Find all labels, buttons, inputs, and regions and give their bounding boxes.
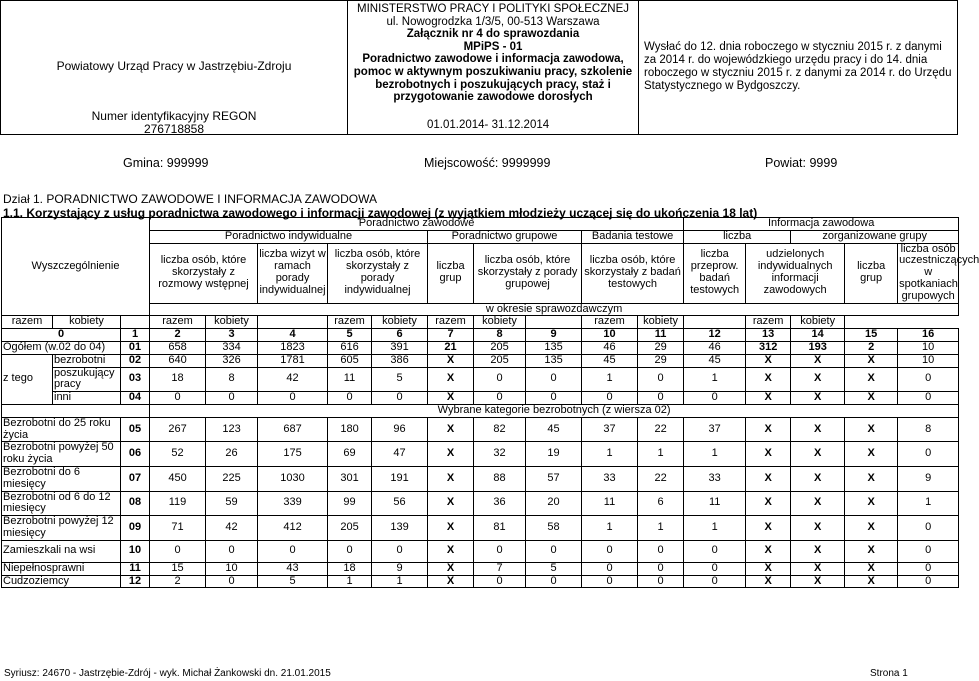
table-cell: 20 — [526, 491, 582, 516]
table-cell: 267 — [150, 417, 206, 442]
blank-cell — [684, 316, 746, 329]
table-cell: 33 — [582, 466, 638, 491]
table-cell: 1030 — [258, 466, 328, 491]
table-cell: 0 — [206, 575, 258, 588]
table-cell: 0 — [898, 367, 959, 392]
row-code: 01 — [121, 341, 150, 354]
table-cell: 0 — [898, 540, 959, 562]
table-cell: 52 — [150, 442, 206, 467]
table-cell: 391 — [372, 341, 428, 354]
column-number: 8 — [474, 329, 526, 342]
table-cell: X — [791, 354, 845, 367]
table-cell: 386 — [372, 354, 428, 367]
column-number: 9 — [526, 329, 582, 342]
table-cell: 96 — [372, 417, 428, 442]
table-cell: X — [746, 562, 791, 575]
table-cell: 1 — [328, 575, 372, 588]
table-cell: 0 — [898, 442, 959, 467]
row-label: Niepełnosprawni — [2, 562, 121, 575]
table-cell: 0 — [684, 575, 746, 588]
table-row — [2, 562, 959, 575]
section-subtitle: 1.1. Korzystający z usług poradnictwa zawodowego i informacji zawodowej (z wyjątkiem młodzieży uczącej się do ukończenia 18 lat) — [3, 206, 758, 220]
table-cell: 412 — [258, 516, 328, 541]
table-cell: 81 — [474, 516, 526, 541]
header-informacja: Informacja zawodowa — [684, 218, 959, 231]
table-cell: X — [746, 367, 791, 392]
table-cell: 71 — [150, 516, 206, 541]
table-cell: X — [791, 442, 845, 467]
table-cell: 0 — [898, 392, 959, 405]
col-header: liczba osób, które skorzystały z porady indywidualnej — [328, 243, 428, 303]
table-cell: X — [845, 442, 898, 467]
table-cell: 43 — [258, 562, 328, 575]
table-cell: 640 — [150, 354, 206, 367]
form-code: MPiPS - 01 — [463, 40, 523, 53]
table-cell: X — [791, 417, 845, 442]
table-cell: 0 — [582, 392, 638, 405]
table-cell: 1 — [638, 516, 684, 541]
table-cell: 1823 — [258, 341, 328, 354]
col-header: liczba osób, które skorzystały z badań testowych — [582, 243, 684, 303]
table-row — [2, 341, 959, 354]
report-title: Poradnictwo zawodowe i informacja zawodowa, pomoc w aktywnym poszukiwaniu pracy, szkolenie bezrobotnych i poszukujących pracy, staż i przygotowanie zawodowe dorosłych — [353, 53, 633, 104]
row-label: bezrobotni — [53, 354, 121, 367]
table-cell: 42 — [258, 367, 328, 392]
table-cell: 135 — [526, 354, 582, 367]
table-cell: 0 — [372, 540, 428, 562]
column-number: 3 — [206, 329, 258, 342]
table-cell: 18 — [328, 562, 372, 575]
table-cell: 0 — [474, 367, 526, 392]
table-cell: X — [791, 540, 845, 562]
table-cell: 10 — [206, 562, 258, 575]
table-cell: 0 — [150, 540, 206, 562]
table-cell: 88 — [474, 466, 526, 491]
report-period: 01.01.2014- 31.12.2014 — [427, 119, 550, 131]
header-liczba: liczba — [684, 230, 791, 243]
table-cell: 0 — [328, 392, 372, 405]
table-cell: 36 — [474, 491, 526, 516]
table-cell: X — [746, 417, 791, 442]
row-code: 10 — [121, 540, 150, 562]
table-cell: 119 — [150, 491, 206, 516]
regon-label: Numer identyfikacyjny REGON — [91, 109, 257, 123]
kobiety-label: kobiety — [372, 316, 428, 329]
category-header-row — [2, 404, 959, 417]
table-cell: 191 — [372, 466, 428, 491]
table-cell: 56 — [372, 491, 428, 516]
table-row — [2, 367, 959, 392]
table-cell: 0 — [684, 540, 746, 562]
col-header: liczba osób, które skorzystały z rozmowy wstępnej — [150, 243, 258, 303]
table-cell: 29 — [638, 341, 684, 354]
miejscowosc-label: Miejscowość: 9999999 — [424, 156, 551, 170]
table-data-body — [2, 329, 959, 588]
table-cell: X — [428, 367, 474, 392]
table-cell: 45 — [582, 354, 638, 367]
table-cell: 0 — [638, 392, 684, 405]
table-cell: X — [428, 442, 474, 467]
col-header: liczba wizyt w ramach porady indywidualnej — [258, 243, 328, 303]
table-cell: 46 — [582, 341, 638, 354]
table-cell: 0 — [582, 540, 638, 562]
table-cell: X — [845, 367, 898, 392]
column-number: 14 — [791, 329, 845, 342]
kobiety-label: kobiety — [53, 316, 121, 329]
table-cell: X — [428, 540, 474, 562]
table-cell: 0 — [258, 392, 328, 405]
table-row — [2, 354, 959, 367]
table-cell: 0 — [898, 562, 959, 575]
table-cell: 135 — [526, 341, 582, 354]
table-cell: 46 — [684, 341, 746, 354]
table-cell: 0 — [372, 392, 428, 405]
header-wyszczegolnienie: Wyszczególnienie — [2, 218, 150, 316]
row-label: Cudzoziemcy — [2, 575, 121, 588]
table-cell: X — [845, 575, 898, 588]
table-cell: 0 — [582, 575, 638, 588]
table-cell: 0 — [526, 367, 582, 392]
table-cell: 605 — [328, 354, 372, 367]
table-cell: 1 — [898, 491, 959, 516]
table-cell: X — [428, 575, 474, 588]
table-cell: 11 — [582, 491, 638, 516]
blank-cell — [2, 404, 150, 417]
table-row — [2, 417, 959, 442]
table-cell: 8 — [206, 367, 258, 392]
row-label: Bezrobotni powyżej 50 roku życia — [2, 442, 121, 467]
table-cell: 59 — [206, 491, 258, 516]
table-cell: X — [746, 491, 791, 516]
row-label: Ogółem (w.02 do 04) — [2, 341, 121, 354]
column-number: 7 — [428, 329, 474, 342]
row-code: 08 — [121, 491, 150, 516]
table-cell: 193 — [791, 341, 845, 354]
row-code: 03 — [121, 367, 150, 392]
table-cell: 26 — [206, 442, 258, 467]
table-cell: 19 — [526, 442, 582, 467]
column-number: 6 — [372, 329, 428, 342]
blank-cell — [258, 316, 328, 329]
table-cell: 0 — [206, 392, 258, 405]
ministry-name: MINISTERSTWO PRACY I POLITYKI SPOŁECZNEJ — [356, 3, 629, 15]
razem-label: razem — [746, 316, 791, 329]
table-cell: 334 — [206, 341, 258, 354]
section-title: Dział 1. PORADNICTWO ZAWODOWE I INFORMACJA ZAWODOWA — [3, 192, 377, 206]
col-header: liczba osób uczestniczących w spotkaniach grupowych — [899, 242, 979, 302]
col-header: liczba grup — [428, 243, 474, 303]
table-cell: X — [791, 392, 845, 405]
table-cell: 45 — [526, 417, 582, 442]
attachment-label: Załącznik nr 4 do sprawozdania — [406, 28, 580, 41]
category-header: Wybrane kategorie bezrobotnych (z wiersza 02) — [150, 404, 959, 417]
row-label: Bezrobotni powyżej 12 miesięcy — [2, 516, 121, 541]
table-cell: 0 — [638, 367, 684, 392]
table-cell: 658 — [150, 341, 206, 354]
razem-label: razem — [150, 316, 206, 329]
row-label: inni — [53, 392, 121, 405]
table-cell: X — [845, 562, 898, 575]
table-cell: X — [428, 392, 474, 405]
ministry-address: ul. Nowogrodzka 1/3/5, 00-513 Warszawa — [386, 15, 600, 28]
table-cell: 1781 — [258, 354, 328, 367]
col-header: udzielonych indywidualnych informacji zawodowych — [746, 243, 845, 303]
table-cell: 0 — [898, 575, 959, 588]
table-cell: X — [791, 516, 845, 541]
table-cell: 1 — [684, 442, 746, 467]
table-cell: 0 — [526, 540, 582, 562]
header-indywidualne: Poradnictwo indywidualne — [150, 230, 428, 243]
table-cell: X — [746, 442, 791, 467]
header-poradnictwo: Poradnictwo zawodowe — [150, 218, 684, 231]
col-header: liczba przeprow. badań testowych — [684, 243, 746, 303]
table-cell: 42 — [206, 516, 258, 541]
razem-label: razem — [582, 316, 638, 329]
column-number: 16 — [898, 329, 959, 342]
table-cell: 205 — [328, 516, 372, 541]
column-number: 0 — [2, 329, 121, 342]
table-cell: 0 — [898, 516, 959, 541]
table-cell: 0 — [582, 562, 638, 575]
table-cell: 205 — [474, 341, 526, 354]
razem-label: razem — [328, 316, 372, 329]
table-cell: 6 — [638, 491, 684, 516]
row-code: 12 — [121, 575, 150, 588]
row-code: 07 — [121, 466, 150, 491]
table-cell: 9 — [898, 466, 959, 491]
table-cell: 9 — [372, 562, 428, 575]
table-cell: 687 — [258, 417, 328, 442]
table-cell: 15 — [150, 562, 206, 575]
table-cell: 0 — [258, 540, 328, 562]
table-cell: 0 — [150, 392, 206, 405]
table-cell: X — [845, 516, 898, 541]
row-label: Bezrobotni do 6 miesięcy — [2, 466, 121, 491]
table-cell: 0 — [474, 575, 526, 588]
table-cell: X — [428, 466, 474, 491]
table-cell: X — [791, 575, 845, 588]
table-cell: X — [746, 575, 791, 588]
footer-info: Syriusz: 24670 - Jastrzębie-Zdrój - wyk. Michał Żankowski dn. 21.01.2015 — [4, 668, 331, 679]
send-instructions: Wysłać do 12. dnia roboczego w styczniu 2015 r. z danymi za 2014 r. do wojewódzkiego urzędu pracy i do 14. dnia roboczego w styczniu 2015 r. z danymi za 2014 r. do Urzędu Statystycznego w Bydgoszczy. — [644, 41, 952, 92]
table-row — [2, 491, 959, 516]
table-cell: X — [791, 367, 845, 392]
table-cell: 139 — [372, 516, 428, 541]
table-cell: X — [845, 491, 898, 516]
table-cell: 99 — [328, 491, 372, 516]
table-cell: 450 — [150, 466, 206, 491]
table-cell: X — [845, 466, 898, 491]
table-cell: X — [845, 392, 898, 405]
table-cell: 5 — [258, 575, 328, 588]
table-cell: 58 — [526, 516, 582, 541]
powiat-label: Powiat: 9999 — [765, 156, 838, 170]
table-cell: 312 — [746, 341, 791, 354]
col-header: liczba grup — [845, 243, 898, 303]
row-code: 06 — [121, 442, 150, 467]
table-cell: 69 — [328, 442, 372, 467]
table-cell: 616 — [328, 341, 372, 354]
table-cell: X — [746, 466, 791, 491]
table-cell: 0 — [328, 540, 372, 562]
table-cell: 5 — [526, 562, 582, 575]
table-cell: X — [746, 540, 791, 562]
table-cell: 0 — [638, 540, 684, 562]
table-cell: 180 — [328, 417, 372, 442]
header-zorganizowane: zorganizowane grupy — [791, 230, 959, 243]
table-cell: 1 — [684, 367, 746, 392]
row-code: 09 — [121, 516, 150, 541]
table-cell: X — [845, 540, 898, 562]
table-cell: 37 — [684, 417, 746, 442]
row-code: 05 — [121, 417, 150, 442]
table-cell: X — [428, 516, 474, 541]
table-cell: 0 — [474, 540, 526, 562]
column-number: 11 — [638, 329, 684, 342]
table-cell: 175 — [258, 442, 328, 467]
table-cell: X — [791, 491, 845, 516]
table-cell: 0 — [638, 562, 684, 575]
table-row — [2, 442, 959, 467]
table-cell: 225 — [206, 466, 258, 491]
table-cell: 2 — [150, 575, 206, 588]
table-row — [2, 392, 959, 405]
column-number: 1 — [121, 329, 150, 342]
table-cell: 0 — [526, 392, 582, 405]
table-cell: 1 — [582, 516, 638, 541]
column-number: 5 — [328, 329, 372, 342]
table-cell: 10 — [898, 341, 959, 354]
table-cell: X — [791, 562, 845, 575]
row-label: Bezrobotni od 6 do 12 miesięcy — [2, 491, 121, 516]
column-number: 12 — [684, 329, 746, 342]
table-row — [2, 466, 959, 491]
table-cell: X — [428, 417, 474, 442]
table-cell: X — [746, 392, 791, 405]
table-cell: X — [428, 491, 474, 516]
table-row — [2, 575, 959, 588]
table-cell: X — [746, 516, 791, 541]
table-cell: 339 — [258, 491, 328, 516]
table-cell: 0 — [684, 562, 746, 575]
table-cell: 0 — [638, 575, 684, 588]
table-row — [2, 540, 959, 562]
table-cell: 301 — [328, 466, 372, 491]
column-number: 15 — [845, 329, 898, 342]
table-cell: 1 — [582, 442, 638, 467]
table-cell: 0 — [206, 540, 258, 562]
razem-label: razem — [428, 316, 474, 329]
z-tego-label: z tego — [2, 354, 53, 404]
table-cell: 32 — [474, 442, 526, 467]
header-grupowe: Poradnictwo grupowe — [428, 230, 582, 243]
table-cell: 22 — [638, 417, 684, 442]
blank-cell — [526, 316, 582, 329]
row-label: poszukujący pracy — [53, 367, 121, 392]
table-cell: 37 — [582, 417, 638, 442]
header-badania: Badania testowe — [582, 230, 684, 243]
office-name: Powiatowy Urząd Pracy w Jastrzębiu-Zdroju — [56, 59, 292, 73]
table-cell: 11 — [684, 491, 746, 516]
table-cell: X — [845, 354, 898, 367]
row-label: Bezrobotni do 25 roku życia — [2, 417, 121, 442]
row-code: 02 — [121, 354, 150, 367]
col-header: liczba osób, które skorzystały z porady grupowej — [474, 243, 582, 303]
column-number: 2 — [150, 329, 206, 342]
gmina-label: Gmina: 999999 — [123, 156, 209, 170]
table-cell: X — [428, 354, 474, 367]
table-cell: 205 — [474, 354, 526, 367]
kobiety-label: kobiety — [474, 316, 526, 329]
table-cell: 5 — [372, 367, 428, 392]
table-cell: 18 — [150, 367, 206, 392]
table-cell: 29 — [638, 354, 684, 367]
table-cell: 10 — [898, 354, 959, 367]
table-cell: 0 — [684, 392, 746, 405]
table-cell: 1 — [372, 575, 428, 588]
kobiety-label: kobiety — [791, 316, 845, 329]
report-header — [0, 0, 958, 135]
table-cell: 22 — [638, 466, 684, 491]
column-number: 13 — [746, 329, 791, 342]
table-cell: 8 — [898, 417, 959, 442]
counseling-table — [1, 217, 979, 588]
column-number: 4 — [258, 329, 328, 342]
kobiety-label: kobiety — [206, 316, 258, 329]
table-cell: 326 — [206, 354, 258, 367]
table-cell: 1 — [684, 516, 746, 541]
table-cell: 1 — [582, 367, 638, 392]
table-cell: 33 — [684, 466, 746, 491]
table-cell: 57 — [526, 466, 582, 491]
table-cell: 47 — [372, 442, 428, 467]
regon-block — [1, 110, 347, 136]
table-cell: X — [428, 562, 474, 575]
table-cell: 0 — [526, 575, 582, 588]
row-code: 04 — [121, 392, 150, 405]
table-cell: 45 — [684, 354, 746, 367]
table-cell: 0 — [474, 392, 526, 405]
table-cell: X — [845, 417, 898, 442]
table-cell: 123 — [206, 417, 258, 442]
blank-cell — [121, 316, 150, 329]
column-number: 10 — [582, 329, 638, 342]
column-number-row — [2, 329, 959, 342]
report-title-block — [348, 3, 638, 104]
table-cell: 11 — [328, 367, 372, 392]
table-cell: 82 — [474, 417, 526, 442]
row-code: 11 — [121, 562, 150, 575]
kobiety-label: kobiety — [638, 316, 684, 329]
table-cell: 7 — [474, 562, 526, 575]
table-cell: 21 — [428, 341, 474, 354]
table-cell: X — [746, 354, 791, 367]
regon-number: 276718858 — [143, 122, 205, 136]
table-cell: X — [791, 466, 845, 491]
razem-label: razem — [2, 316, 53, 329]
table-row — [2, 516, 959, 541]
period-label: w okresie sprawozdawczym — [150, 303, 959, 316]
row-label: Zamieszkali na wsi — [2, 540, 121, 562]
page-number: Strona 1 — [870, 668, 908, 679]
table-cell: 1 — [638, 442, 684, 467]
table-cell: 2 — [845, 341, 898, 354]
